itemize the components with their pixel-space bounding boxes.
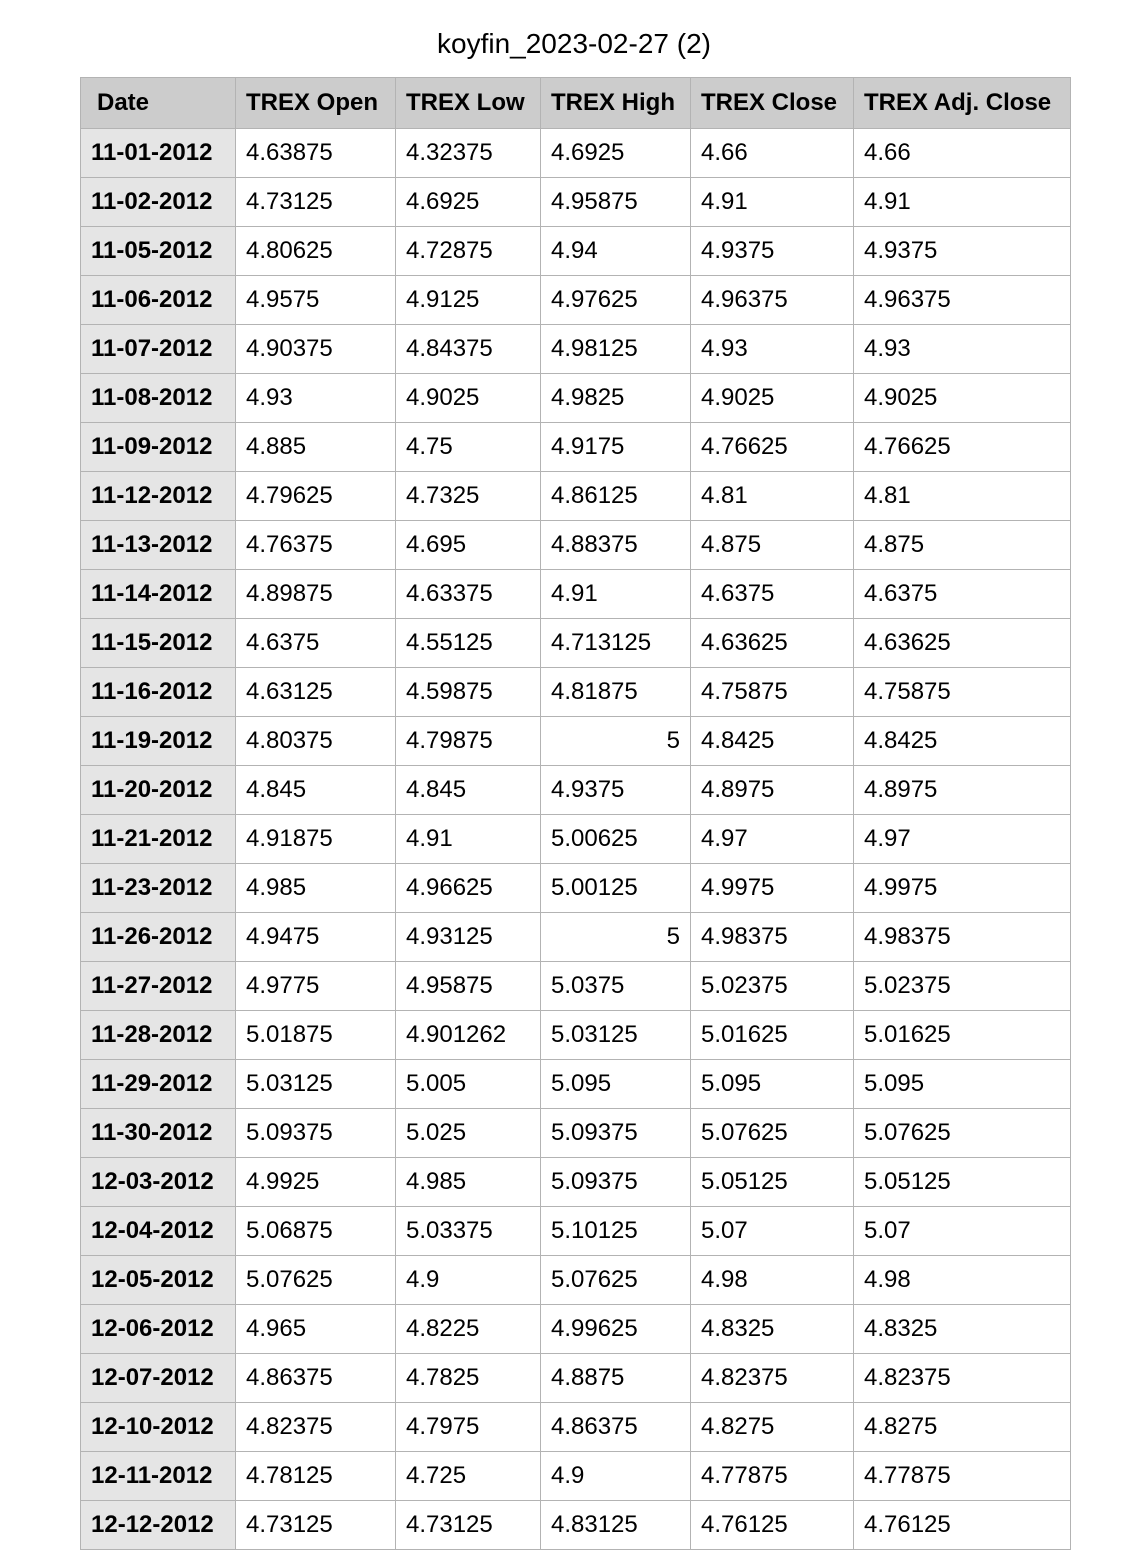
open-cell: 4.6375 (236, 619, 396, 668)
open-cell: 4.9925 (236, 1158, 396, 1207)
open-cell: 4.76375 (236, 521, 396, 570)
date-cell: 12-10-2012 (81, 1403, 236, 1452)
high-cell: 5.095 (541, 1060, 691, 1109)
high-cell: 4.94 (541, 227, 691, 276)
high-cell: 4.97625 (541, 276, 691, 325)
low-cell: 4.985 (396, 1158, 541, 1207)
open-cell: 4.90375 (236, 325, 396, 374)
adj-close-cell: 5.05125 (854, 1158, 1071, 1207)
adj-close-cell: 4.98 (854, 1256, 1071, 1305)
high-cell: 5.09375 (541, 1109, 691, 1158)
date-cell: 11-06-2012 (81, 276, 236, 325)
open-cell: 4.82375 (236, 1403, 396, 1452)
table-row (81, 668, 1071, 717)
date-cell: 11-28-2012 (81, 1011, 236, 1060)
adj-close-cell: 4.875 (854, 521, 1071, 570)
close-cell: 4.81 (691, 472, 854, 521)
low-cell: 4.95875 (396, 962, 541, 1011)
open-cell: 4.63875 (236, 129, 396, 178)
header-high: TREX High (541, 78, 691, 129)
date-cell: 11-20-2012 (81, 766, 236, 815)
close-cell: 4.98375 (691, 913, 854, 962)
low-cell: 4.55125 (396, 619, 541, 668)
high-cell: 4.86375 (541, 1403, 691, 1452)
table-row (81, 472, 1071, 521)
open-cell: 4.965 (236, 1305, 396, 1354)
close-cell: 5.01625 (691, 1011, 854, 1060)
table-row (81, 815, 1071, 864)
close-cell: 4.6375 (691, 570, 854, 619)
high-cell: 5.07625 (541, 1256, 691, 1305)
table-row (81, 619, 1071, 668)
high-cell: 4.9375 (541, 766, 691, 815)
open-cell: 5.09375 (236, 1109, 396, 1158)
date-cell: 11-30-2012 (81, 1109, 236, 1158)
high-cell: 5.10125 (541, 1207, 691, 1256)
close-cell: 4.82375 (691, 1354, 854, 1403)
table-row (81, 129, 1071, 178)
close-cell: 4.98 (691, 1256, 854, 1305)
adj-close-cell: 4.96375 (854, 276, 1071, 325)
open-cell: 4.73125 (236, 1501, 396, 1550)
high-cell: 4.91 (541, 570, 691, 619)
low-cell: 4.9025 (396, 374, 541, 423)
low-cell: 4.59875 (396, 668, 541, 717)
date-cell: 11-09-2012 (81, 423, 236, 472)
high-cell: 4.95875 (541, 178, 691, 227)
open-cell: 4.86375 (236, 1354, 396, 1403)
open-cell: 4.985 (236, 864, 396, 913)
data-table (80, 77, 1071, 1550)
close-cell: 4.8975 (691, 766, 854, 815)
adj-close-cell: 5.07625 (854, 1109, 1071, 1158)
high-cell: 4.81875 (541, 668, 691, 717)
high-cell: 4.83125 (541, 1501, 691, 1550)
date-cell: 11-01-2012 (81, 129, 236, 178)
low-cell: 4.7325 (396, 472, 541, 521)
adj-close-cell: 4.97 (854, 815, 1071, 864)
open-cell: 4.885 (236, 423, 396, 472)
adj-close-cell: 4.63625 (854, 619, 1071, 668)
low-cell: 4.6925 (396, 178, 541, 227)
adj-close-cell: 4.82375 (854, 1354, 1071, 1403)
adj-close-cell: 4.76125 (854, 1501, 1071, 1550)
low-cell: 4.72875 (396, 227, 541, 276)
high-cell: 5.09375 (541, 1158, 691, 1207)
date-cell: 12-06-2012 (81, 1305, 236, 1354)
open-cell: 4.845 (236, 766, 396, 815)
table-row (81, 325, 1071, 374)
date-cell: 11-23-2012 (81, 864, 236, 913)
close-cell: 4.8325 (691, 1305, 854, 1354)
date-cell: 11-16-2012 (81, 668, 236, 717)
header-close: TREX Close (691, 78, 854, 129)
close-cell: 4.66 (691, 129, 854, 178)
high-cell: 5.00625 (541, 815, 691, 864)
table-row (81, 178, 1071, 227)
close-cell: 4.91 (691, 178, 854, 227)
open-cell: 4.9575 (236, 276, 396, 325)
high-cell: 5 (541, 717, 691, 766)
open-cell: 4.73125 (236, 178, 396, 227)
low-cell: 4.75 (396, 423, 541, 472)
low-cell: 5.025 (396, 1109, 541, 1158)
close-cell: 4.9025 (691, 374, 854, 423)
header-low: TREX Low (396, 78, 541, 129)
close-cell: 4.97 (691, 815, 854, 864)
adj-close-cell: 4.81 (854, 472, 1071, 521)
table-row (81, 962, 1071, 1011)
high-cell: 4.86125 (541, 472, 691, 521)
table-row (81, 1256, 1071, 1305)
document-title: koyfin_2023-02-27 (2) (437, 28, 711, 59)
open-cell: 4.93 (236, 374, 396, 423)
high-cell: 4.8875 (541, 1354, 691, 1403)
table-row (81, 1452, 1071, 1501)
adj-close-cell: 4.6375 (854, 570, 1071, 619)
close-cell: 4.76625 (691, 423, 854, 472)
open-cell: 5.03125 (236, 1060, 396, 1109)
low-cell: 4.32375 (396, 129, 541, 178)
adj-close-cell: 4.9025 (854, 374, 1071, 423)
close-cell: 5.07625 (691, 1109, 854, 1158)
low-cell: 5.03375 (396, 1207, 541, 1256)
adj-close-cell: 4.8975 (854, 766, 1071, 815)
close-cell: 4.9975 (691, 864, 854, 913)
close-cell: 4.77875 (691, 1452, 854, 1501)
table-row (81, 1403, 1071, 1452)
header-open: TREX Open (236, 78, 396, 129)
adj-close-cell: 4.75875 (854, 668, 1071, 717)
high-cell: 4.99625 (541, 1305, 691, 1354)
close-cell: 4.96375 (691, 276, 854, 325)
adj-close-cell: 4.8425 (854, 717, 1071, 766)
low-cell: 4.63375 (396, 570, 541, 619)
low-cell: 4.695 (396, 521, 541, 570)
close-cell: 4.8275 (691, 1403, 854, 1452)
adj-close-cell: 4.9975 (854, 864, 1071, 913)
open-cell: 4.91875 (236, 815, 396, 864)
low-cell: 4.7975 (396, 1403, 541, 1452)
open-cell: 4.78125 (236, 1452, 396, 1501)
date-cell: 12-12-2012 (81, 1501, 236, 1550)
open-cell: 4.9775 (236, 962, 396, 1011)
low-cell: 4.9125 (396, 276, 541, 325)
low-cell: 4.93125 (396, 913, 541, 962)
date-cell: 12-07-2012 (81, 1354, 236, 1403)
close-cell: 4.93 (691, 325, 854, 374)
close-cell: 5.05125 (691, 1158, 854, 1207)
table-row (81, 1501, 1071, 1550)
low-cell: 4.96625 (396, 864, 541, 913)
table-row (81, 276, 1071, 325)
low-cell: 5.005 (396, 1060, 541, 1109)
low-cell: 4.7825 (396, 1354, 541, 1403)
low-cell: 4.91 (396, 815, 541, 864)
adj-close-cell: 4.8275 (854, 1403, 1071, 1452)
high-cell: 4.88375 (541, 521, 691, 570)
header-row (81, 78, 1071, 129)
table-row (81, 570, 1071, 619)
low-cell: 4.79875 (396, 717, 541, 766)
adj-close-cell: 4.91 (854, 178, 1071, 227)
open-cell: 5.07625 (236, 1256, 396, 1305)
table-row (81, 1060, 1071, 1109)
adj-close-cell: 4.93 (854, 325, 1071, 374)
date-cell: 11-05-2012 (81, 227, 236, 276)
table-row (81, 1354, 1071, 1403)
close-cell: 5.02375 (691, 962, 854, 1011)
header-adj-close: TREX Adj. Close (854, 78, 1071, 129)
open-cell: 4.89875 (236, 570, 396, 619)
table-row (81, 1109, 1071, 1158)
high-cell: 4.6925 (541, 129, 691, 178)
high-cell: 4.98125 (541, 325, 691, 374)
low-cell: 4.84375 (396, 325, 541, 374)
open-cell: 4.80625 (236, 227, 396, 276)
date-cell: 11-15-2012 (81, 619, 236, 668)
high-cell: 5.03125 (541, 1011, 691, 1060)
adj-close-cell: 4.77875 (854, 1452, 1071, 1501)
high-cell: 4.9 (541, 1452, 691, 1501)
close-cell: 4.875 (691, 521, 854, 570)
header-date: Date (81, 78, 236, 129)
adj-close-cell: 5.07 (854, 1207, 1071, 1256)
high-cell: 5.00125 (541, 864, 691, 913)
open-cell: 4.63125 (236, 668, 396, 717)
open-cell: 4.80375 (236, 717, 396, 766)
date-cell: 11-07-2012 (81, 325, 236, 374)
low-cell: 4.845 (396, 766, 541, 815)
date-cell: 12-05-2012 (81, 1256, 236, 1305)
table-row (81, 1305, 1071, 1354)
date-cell: 11-29-2012 (81, 1060, 236, 1109)
table-row (81, 374, 1071, 423)
high-cell: 5.0375 (541, 962, 691, 1011)
date-cell: 12-11-2012 (81, 1452, 236, 1501)
high-cell: 4.713125 (541, 619, 691, 668)
adj-close-cell: 4.76625 (854, 423, 1071, 472)
table-row (81, 1158, 1071, 1207)
date-cell: 12-04-2012 (81, 1207, 236, 1256)
close-cell: 4.75875 (691, 668, 854, 717)
date-cell: 11-02-2012 (81, 178, 236, 227)
low-cell: 4.901262 (396, 1011, 541, 1060)
close-cell: 5.095 (691, 1060, 854, 1109)
low-cell: 4.9 (396, 1256, 541, 1305)
table-row (81, 521, 1071, 570)
table-row (81, 1207, 1071, 1256)
date-cell: 11-08-2012 (81, 374, 236, 423)
date-cell: 11-13-2012 (81, 521, 236, 570)
high-cell: 4.9175 (541, 423, 691, 472)
table-row (81, 717, 1071, 766)
open-cell: 4.9475 (236, 913, 396, 962)
close-cell: 4.63625 (691, 619, 854, 668)
close-cell: 5.07 (691, 1207, 854, 1256)
table-row (81, 864, 1071, 913)
date-cell: 11-27-2012 (81, 962, 236, 1011)
adj-close-cell: 4.66 (854, 129, 1071, 178)
open-cell: 5.06875 (236, 1207, 396, 1256)
open-cell: 5.01875 (236, 1011, 396, 1060)
table-row (81, 423, 1071, 472)
low-cell: 4.73125 (396, 1501, 541, 1550)
adj-close-cell: 5.02375 (854, 962, 1071, 1011)
date-cell: 11-14-2012 (81, 570, 236, 619)
close-cell: 4.9375 (691, 227, 854, 276)
table-row (81, 227, 1071, 276)
low-cell: 4.725 (396, 1452, 541, 1501)
table-row (81, 913, 1071, 962)
table-row (81, 1011, 1071, 1060)
table-row (81, 766, 1071, 815)
adj-close-cell: 5.01625 (854, 1011, 1071, 1060)
adj-close-cell: 5.095 (854, 1060, 1071, 1109)
date-cell: 11-19-2012 (81, 717, 236, 766)
open-cell: 4.79625 (236, 472, 396, 521)
adj-close-cell: 4.98375 (854, 913, 1071, 962)
adj-close-cell: 4.9375 (854, 227, 1071, 276)
high-cell: 4.9825 (541, 374, 691, 423)
date-cell: 11-12-2012 (81, 472, 236, 521)
high-cell: 5 (541, 913, 691, 962)
close-cell: 4.8425 (691, 717, 854, 766)
date-cell: 12-03-2012 (81, 1158, 236, 1207)
close-cell: 4.76125 (691, 1501, 854, 1550)
date-cell: 11-26-2012 (81, 913, 236, 962)
low-cell: 4.8225 (396, 1305, 541, 1354)
date-cell: 11-21-2012 (81, 815, 236, 864)
adj-close-cell: 4.8325 (854, 1305, 1071, 1354)
table-body (81, 129, 1071, 1550)
